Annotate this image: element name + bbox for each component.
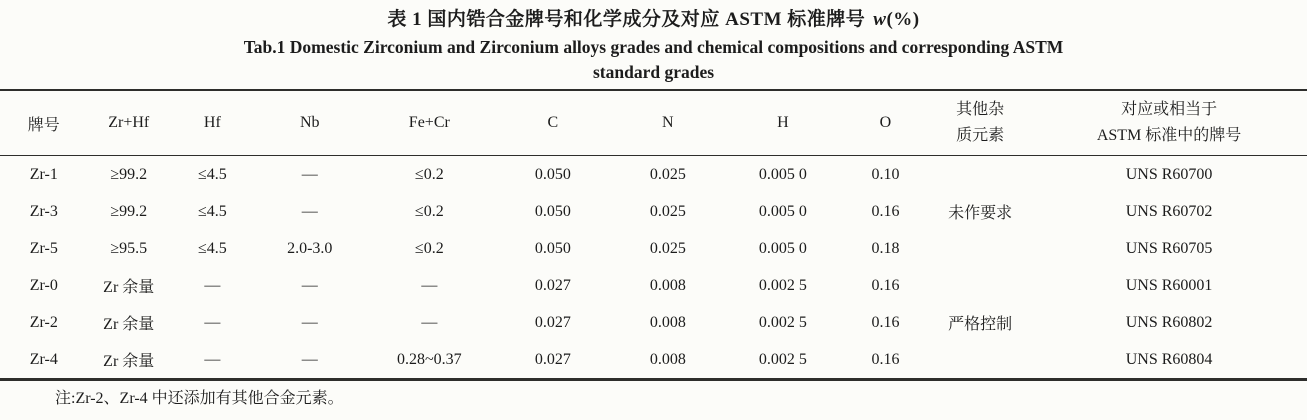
- cell-h: 0.005 0: [758, 165, 807, 183]
- cell-hf: —: [204, 313, 221, 331]
- cell-h: 0.002 5: [758, 313, 807, 331]
- cell-hf: —: [204, 350, 221, 368]
- cell-fe-cr: ≤0.2: [414, 239, 444, 257]
- cell-fe-cr: —: [421, 276, 438, 294]
- cell-grade: Zr-3: [29, 202, 58, 220]
- mass-fraction-symbol: w: [873, 9, 887, 30]
- cell-n: 0.008: [649, 350, 686, 368]
- table-row: [0, 267, 1307, 304]
- table-footnote: 注:Zr-2、Zr-4 中还添加有其他合金元素。: [55, 390, 344, 407]
- col-header-other-impurities-line1: 其他杂: [956, 101, 1005, 118]
- col-header-astm-grade: [1031, 90, 1307, 156]
- cell-c: 0.027: [534, 350, 571, 368]
- cell-impurity-group-not-required: 未作要求: [948, 205, 1013, 222]
- cell-c: 0.050: [534, 239, 571, 257]
- cell-nb: —: [301, 350, 318, 368]
- cell-astm: UNS R60702: [1125, 202, 1213, 220]
- cell-hf: ≤4.5: [197, 202, 227, 220]
- col-header-zr-hf: Zr+Hf: [108, 114, 150, 131]
- cell-o: 0.10: [871, 165, 900, 183]
- cell-n: 0.008: [649, 313, 686, 331]
- cell-n: 0.025: [649, 239, 686, 257]
- cell-nb: —: [301, 202, 318, 220]
- cell-astm: UNS R60705: [1125, 239, 1213, 257]
- cell-h: 0.005 0: [758, 239, 807, 257]
- cell-nb: —: [301, 165, 318, 183]
- col-header-n: N: [662, 114, 674, 131]
- cell-astm: UNS R60001: [1125, 276, 1213, 294]
- cell-zr-hf: Zr 余量: [103, 279, 155, 296]
- table-row: [0, 304, 1307, 341]
- col-header-fe-cr: Fe+Cr: [408, 114, 450, 131]
- table-title-chinese-text: 表 1 国内锆合金牌号和化学成分及对应 ASTM 标准牌号: [387, 9, 866, 30]
- cell-o: 0.16: [871, 350, 900, 368]
- cell-hf: ≤4.5: [197, 165, 227, 183]
- cell-grade: Zr-4: [29, 350, 58, 368]
- table-row: [0, 193, 1307, 230]
- cell-n: 0.025: [649, 202, 686, 220]
- cell-grade: Zr-1: [29, 165, 58, 183]
- cell-grade: Zr-2: [29, 313, 58, 331]
- cell-h: 0.005 0: [758, 202, 807, 220]
- table-title-english-line1: Tab.1 Domestic Zirconium and Zirconium alloys grades and chemical compositions and corresponding ASTM: [243, 37, 1064, 57]
- col-header-nb: Nb: [299, 114, 320, 131]
- col-header-grade: 牌号: [27, 116, 60, 134]
- cell-hf: —: [204, 276, 221, 294]
- col-header-other-impurities-line2: 质元素: [956, 127, 1005, 144]
- cell-astm: UNS R60700: [1125, 165, 1213, 183]
- cell-zr-hf: ≥99.2: [110, 165, 148, 183]
- table-row: [0, 230, 1307, 267]
- cell-fe-cr: —: [421, 313, 438, 331]
- cell-o: 0.16: [871, 202, 900, 220]
- cell-nb: 2.0-3.0: [287, 239, 333, 257]
- cell-c: 0.050: [534, 202, 571, 220]
- table-caption-block: [0, 0, 1307, 84]
- header-row: [0, 90, 1307, 156]
- cell-grade: Zr-0: [29, 276, 58, 294]
- cell-h: 0.002 5: [758, 276, 807, 294]
- cell-fe-cr: 0.28~0.37: [396, 350, 462, 368]
- cell-h: 0.002 5: [758, 350, 807, 368]
- cell-hf: ≤4.5: [197, 239, 227, 257]
- table-row: [0, 341, 1307, 380]
- mass-fraction-units: (%): [886, 9, 920, 30]
- cell-c: 0.050: [534, 165, 571, 183]
- cell-o: 0.16: [871, 313, 900, 331]
- cell-grade: Zr-5: [29, 239, 58, 257]
- table-header: [0, 90, 1307, 156]
- table-body: [0, 156, 1307, 380]
- cell-o: 0.18: [871, 239, 900, 257]
- cell-fe-cr: ≤0.2: [414, 202, 444, 220]
- col-header-o: O: [879, 114, 892, 131]
- col-header-other-impurities: [929, 90, 1031, 156]
- col-header-astm-grade-line1: 对应或相当于: [1121, 101, 1218, 118]
- col-header-astm-grade-line2: ASTM 标准中的牌号: [1096, 127, 1242, 144]
- cell-impurity-group-strict-control: 严格控制: [948, 316, 1013, 333]
- cell-astm: UNS R60804: [1125, 350, 1213, 368]
- cell-nb: —: [301, 276, 318, 294]
- cell-n: 0.008: [649, 276, 686, 294]
- cell-zr-hf: Zr 余量: [103, 316, 155, 333]
- composition-table: [0, 89, 1307, 381]
- col-header-hf: Hf: [203, 114, 221, 131]
- col-header-c: C: [547, 114, 559, 131]
- cell-n: 0.025: [649, 165, 686, 183]
- cell-c: 0.027: [534, 313, 571, 331]
- cell-c: 0.027: [534, 276, 571, 294]
- cell-o: 0.16: [871, 276, 900, 294]
- table-title-chinese: [0, 7, 1307, 33]
- cell-astm: UNS R60802: [1125, 313, 1213, 331]
- cell-zr-hf: Zr 余量: [103, 353, 155, 370]
- table-row: [0, 156, 1307, 194]
- cell-nb: —: [301, 313, 318, 331]
- table-title-english-line2: standard grades: [592, 62, 715, 82]
- cell-zr-hf: ≥95.5: [110, 239, 148, 257]
- col-header-h: H: [777, 114, 789, 131]
- cell-fe-cr: ≤0.2: [414, 165, 444, 183]
- cell-zr-hf: ≥99.2: [110, 202, 148, 220]
